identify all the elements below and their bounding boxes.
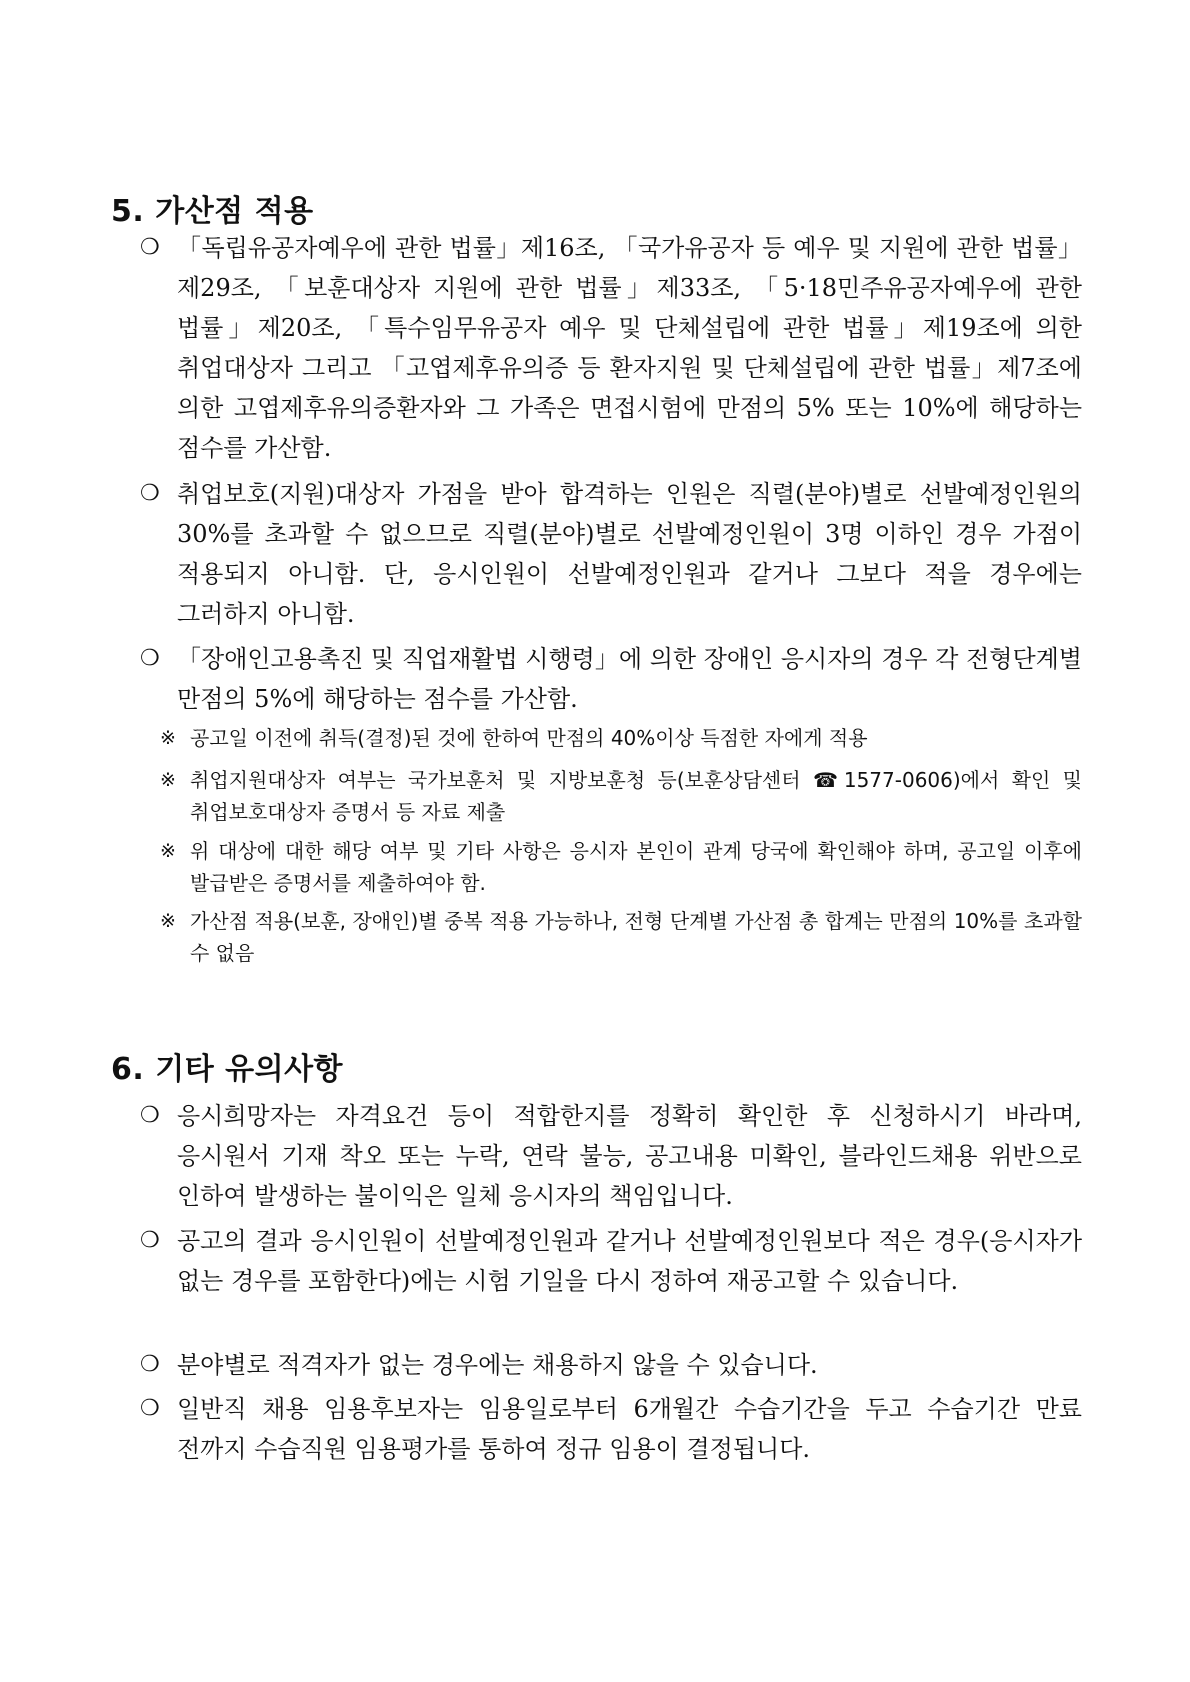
circle-bullet-icon: ❍ [140,1396,160,1421]
reference-mark-icon: ※ [160,840,176,862]
note-item [160,835,1082,899]
section-heading-bonus-points: 5. 가산점 적용 [111,194,314,229]
note-item [160,764,1082,828]
note-text: 취업지원대상자 여부는 국가보훈처 및 지방보훈청 등(보훈상담센터 ☎1577-0606)에서 확인 및 취업보호대상자 증명서 등 자료 제출 [190,768,1082,824]
list-item-text: 일반직 채용 임용후보자는 임용일로부터 6개월간 수습기간을 두고 수습기간 만료 전까지 수습직원 임용평가를 통하여 정규 임용이 결정됩니다. [177,1395,1082,1463]
list-item [140,1345,1082,1385]
list-item-text: 취업보호(지원)대상자 가점을 받아 합격하는 인원은 직렬(분야)별로 선발예정인원의 30%를 초과할 수 없으므로 직렬(분야)별로 선발예정인원이 3명 이하인 경우 가점이 적용되지 아니함. 단, 응시인원이 선발예정인원과 같거나 그보다 적을 경우에는 그러하지 아니함. [177,480,1082,628]
list-item-text: 응시희망자는 자격요건 등이 적합한지를 정확히 확인한 후 신청하시기 바라며, 응시원서 기재 착오 또는 누락, 연락 불능, 공고내용 미확인, 블라인드채용 위반으로 인하여 발생하는 불이익은 일체 응시자의 책임입니다. [177,1102,1082,1210]
list-item-text: 「독립유공자예우에 관한 법률」제16조, 「국가유공자 등 예우 및 지원에 관한 법률」제29조, 「보훈대상자 지원에 관한 법률」제33조, 「5·18민주유공자예우에 관한 법률」제20조, 「특수임무유공자 예우 및 단체설립에 관한 법률」제19조에 의한 취업대상자 그리고 「고엽제후유의증 등 환자지원 및 단체설립에 관한 법률」제7조에 의한 고엽제후유의증환자와 그 가족은 면접시험에 만점의 5% 또는 10%에 해당하는 점수를 가산함. [177,234,1082,462]
circle-bullet-icon: ❍ [140,1352,160,1377]
note-text: 가산점 적용(보훈, 장애인)별 중복 적용 가능하나, 전형 단계별 가산점 총 합계는 만점의 10%를 초과할 수 없음 [190,909,1082,965]
list-item [140,228,1082,468]
circle-bullet-icon: ❍ [140,1103,160,1128]
reference-mark-icon: ※ [160,727,176,749]
list-item [140,474,1082,634]
section-heading-other-notes: 6. 기타 유의사항 [111,1052,344,1087]
list-item [140,1389,1082,1469]
circle-bullet-icon: ❍ [140,1228,160,1253]
circle-bullet-icon: ❍ [140,235,160,260]
note-text: 공고일 이전에 취득(결정)된 것에 한하여 만점의 40%이상 득점한 자에게 적용 [190,726,868,750]
note-item [160,722,1082,754]
list-item-text: 「장애인고용촉진 및 직업재활법 시행령」에 의한 장애인 응시자의 경우 각 전형단계별 만점의 5%에 해당하는 점수를 가산함. [177,645,1082,713]
list-item [140,639,1082,719]
list-item [140,1221,1082,1301]
reference-mark-icon: ※ [160,769,176,791]
note-item [160,905,1082,969]
list-item [140,1096,1082,1216]
list-item-text: 분야별로 적격자가 없는 경우에는 채용하지 않을 수 있습니다. [177,1351,818,1379]
list-item-text: 공고의 결과 응시인원이 선발예정인원과 같거나 선발예정인원보다 적은 경우(응시자가 없는 경우를 포함한다)에는 시험 기일을 다시 정하여 재공고할 수 있습니다. [177,1227,1082,1295]
note-text: 위 대상에 대한 해당 여부 및 기타 사항은 응시자 본인이 관계 당국에 확인해야 하며, 공고일 이후에 발급받은 증명서를 제출하여야 함. [190,839,1082,895]
circle-bullet-icon: ❍ [140,646,160,671]
reference-mark-icon: ※ [160,910,176,932]
circle-bullet-icon: ❍ [140,481,160,506]
